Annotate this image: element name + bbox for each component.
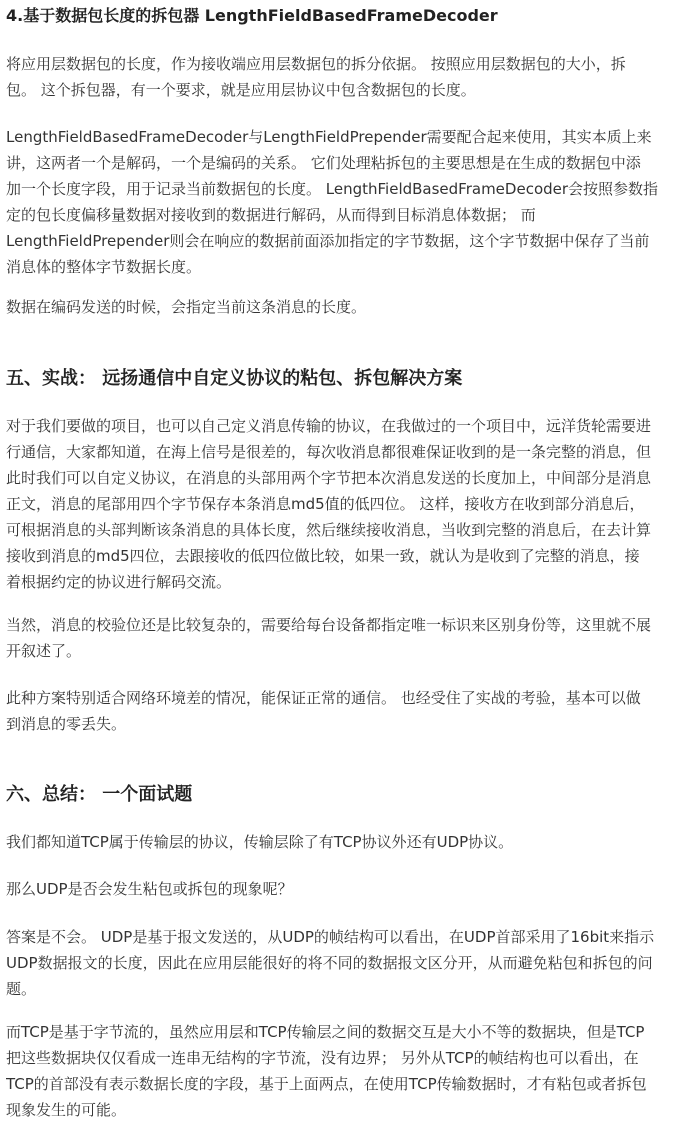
text-line: UDP数据报文的长度，因此在应用层能很好的将不同的数据报文区分开，从而避免粘包和拆包的问	[6, 954, 653, 972]
text-line: 定的包长度偏移量数据对接收到的数据进行解码，从而得到目标消息体数据； 而	[6, 206, 536, 224]
text-line: 那么UDP是否会发生粘包或拆包的现象呢？	[6, 880, 293, 898]
section6-paragraph-3	[6, 924, 694, 1002]
text-line: 把这些数据块仅仅看成一连串无结构的字节流，没有边界； 另外从TCP的帧结构也可以看出，在	[6, 1049, 639, 1067]
section6-paragraph-2	[6, 876, 694, 902]
text-line: 包。 这个拆包器，有一个要求，就是应用层协议中包含数据包的长度。	[6, 81, 476, 99]
text-line: 加一个长度字段，用于记录当前数据包的长度。 LengthFieldBasedFrameDecoder会按照参数指	[6, 180, 659, 198]
text-line: 此时我们可以自定义协议，在消息的头部用两个字节把本次消息发送的长度加上，中间部分是消息	[6, 469, 652, 487]
text-line: 可根据消息的头部判断该条消息的具体长度，然后继续接收消息，当收到完整的消息后，在去计算	[6, 521, 652, 539]
text-line: 消息体的整体字节数据长度。	[6, 258, 202, 276]
text-line: 答案是不会。 UDP是基于报文发送的，从UDP的帧结构可以看出，在UDP首部采用了16bit来指示	[6, 928, 655, 946]
section5-paragraph-2	[6, 612, 694, 664]
section6-paragraph-4	[6, 1019, 694, 1123]
text-line: LengthFieldPrepender则会在响应的数据前面添加指定的字节数据，这个字节数据中保存了当前	[6, 232, 650, 250]
text-line: 接收到消息的md5四位，去跟接收的低四位做比较，如果一致，就认为是收到了完整的消息，接	[6, 547, 640, 565]
text-line: 讲，这两者一个是解码，一个是编码的关系。 它们处理粘拆包的主要思想是在生成的数据包中添	[6, 154, 641, 172]
section5-heading: 五、实战： 远扬通信中自定义协议的粘包、拆包解决方案	[6, 368, 463, 389]
text-line: 行通信，大家都知道，在海上信号是很差的，每次收消息都很难保证收到的是一条完整的消息，但	[6, 443, 652, 461]
text-line: 我们都知道TCP属于传输层的协议，传输层除了有TCP协议外还有UDP协议。	[6, 833, 514, 851]
text-line: 此种方案特别适合网络环境差的情况，能保证正常的通信。 也经受住了实战的考验，基本可以做	[6, 689, 641, 707]
text-line: 而TCP是基于字节流的，虽然应用层和TCP传输层之间的数据交互是大小不等的数据块，但是TCP	[6, 1023, 645, 1041]
text-line: 对于我们要做的项目，也可以自己定义消息传输的协议，在我做过的一个项目中，远洋货轮需要进	[6, 417, 652, 435]
text-line: LengthFieldBasedFrameDecoder与LengthFieldPrepender需要配合起来使用，其实本质上来	[6, 128, 652, 146]
text-line: 开叙述了。	[6, 642, 82, 660]
section4-paragraph-2	[6, 124, 694, 280]
text-line: TCP的首部没有表示数据长度的字段，基于上面两点，在使用TCP传输数据时，才有粘包或者拆包	[6, 1075, 647, 1093]
text-line: 正文，消息的尾部用四个字节保存本条消息md5值的低四位。 这样，接收方在收到部分消息后，	[6, 495, 645, 513]
text-line: 着根据约定的协议进行解码交流。	[6, 573, 232, 591]
section5-paragraph-1	[6, 413, 694, 595]
section4-heading: 4.基于数据包长度的拆包器 LengthFieldBasedFrameDecoder	[6, 6, 498, 25]
text-line: 数据在编码发送的时候，会指定当前这条消息的长度。	[6, 298, 367, 316]
text-line: 现象发生的可能。	[6, 1101, 127, 1119]
section4-paragraph-1	[6, 51, 694, 103]
text-line: 将应用层数据包的长度，作为接收端应用层数据包的拆分依据。 按照应用层数据包的大小，拆	[6, 55, 626, 73]
text-line: 到消息的零丢失。	[6, 715, 127, 733]
text-line: 题。	[6, 980, 37, 998]
section5-paragraph-3	[6, 685, 694, 737]
section4-paragraph-3	[6, 294, 694, 320]
section6-paragraph-1	[6, 829, 694, 855]
text-line: 当然，消息的校验位还是比较复杂的，需要给每台设备都指定唯一标识来区别身份等，这里就不展	[6, 616, 652, 634]
section6-heading: 六、总结： 一个面试题	[6, 784, 193, 805]
